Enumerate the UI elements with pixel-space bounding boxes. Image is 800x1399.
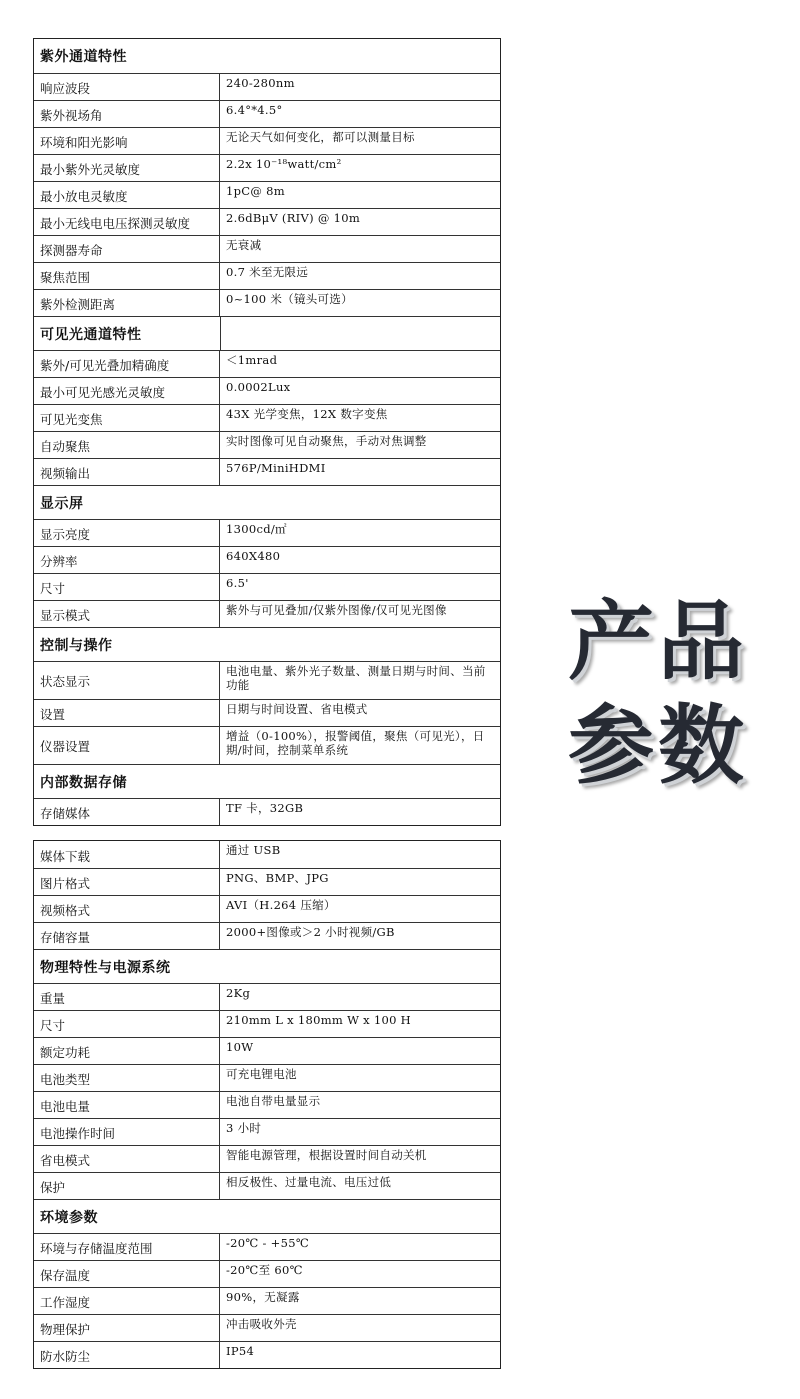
row-label: 存储容量 bbox=[34, 923, 220, 949]
section-title: 控制与操作 bbox=[40, 637, 113, 654]
section-title: 物理特性与电源系统 bbox=[40, 959, 171, 976]
row-value: 智能电源管理，根据设置时间自动关机 bbox=[226, 1148, 427, 1162]
row-value: 电池电量、紫外光子数量、测量日期与时间、当前功能 bbox=[226, 664, 486, 692]
table-row bbox=[34, 127, 500, 154]
table-row bbox=[34, 208, 500, 235]
row-value: 640X480 bbox=[226, 549, 281, 563]
section-header bbox=[34, 39, 500, 73]
section-header-filler bbox=[220, 317, 500, 350]
row-value: 可充电锂电池 bbox=[226, 1067, 297, 1081]
table-row bbox=[34, 154, 500, 181]
table-row bbox=[34, 431, 500, 458]
row-value: 无衰减 bbox=[226, 238, 262, 252]
row-label: 防水防尘 bbox=[34, 1342, 220, 1368]
table-row bbox=[34, 573, 500, 600]
table-row bbox=[34, 699, 500, 726]
row-value: 2000+图像或＞2 小时视频/GB bbox=[226, 925, 395, 939]
row-label: 自动聚焦 bbox=[34, 432, 220, 458]
row-label: 尺寸 bbox=[34, 1011, 220, 1037]
table-row bbox=[34, 458, 500, 485]
table-row bbox=[34, 404, 500, 431]
section-header bbox=[34, 485, 500, 519]
spec-table-upper bbox=[33, 38, 501, 826]
row-label: 状态显示 bbox=[34, 662, 220, 699]
table-row bbox=[34, 1287, 500, 1314]
section-title: 内部数据存储 bbox=[40, 774, 127, 791]
row-label: 最小可见光感光灵敏度 bbox=[34, 378, 220, 404]
table-row bbox=[34, 600, 500, 627]
table-row bbox=[34, 895, 500, 922]
row-label: 尺寸 bbox=[34, 574, 220, 600]
row-label: 紫外/可见光叠加精确度 bbox=[34, 351, 220, 377]
section-title: 紫外通道特性 bbox=[40, 49, 127, 65]
row-label: 媒体下载 bbox=[34, 841, 220, 868]
row-value: 0~100 米（镜头可选） bbox=[226, 292, 353, 306]
row-value: ＜1mrad bbox=[226, 353, 278, 367]
table-row bbox=[34, 1118, 500, 1145]
row-label: 分辨率 bbox=[34, 547, 220, 573]
row-label: 工作湿度 bbox=[34, 1288, 220, 1314]
row-label: 视频输出 bbox=[34, 459, 220, 485]
table-row bbox=[34, 1233, 500, 1260]
row-label: 物理保护 bbox=[34, 1315, 220, 1341]
row-label: 紫外检测距离 bbox=[34, 290, 220, 316]
row-label: 最小放电灵敏度 bbox=[34, 182, 220, 208]
row-label: 视频格式 bbox=[34, 896, 220, 922]
table-row bbox=[34, 235, 500, 262]
section-header bbox=[34, 627, 500, 661]
row-value: 日期与时间设置、省电模式 bbox=[226, 702, 368, 716]
table-row bbox=[34, 1037, 500, 1064]
row-value: 1pC@ 8m bbox=[226, 184, 285, 198]
table-row bbox=[34, 1091, 500, 1118]
row-value: 通过 USB bbox=[226, 843, 281, 857]
row-value: 电池自带电量显示 bbox=[226, 1094, 321, 1108]
table-row bbox=[34, 181, 500, 208]
row-value: 0.0002Lux bbox=[226, 380, 291, 394]
row-label: 存储媒体 bbox=[34, 799, 220, 825]
row-value: 2Kg bbox=[226, 986, 251, 1000]
table-row bbox=[34, 519, 500, 546]
row-label: 保存温度 bbox=[34, 1261, 220, 1287]
row-label: 最小紫外光灵敏度 bbox=[34, 155, 220, 181]
row-value: 3 小时 bbox=[226, 1121, 262, 1135]
row-label: 额定功耗 bbox=[34, 1038, 220, 1064]
table-row bbox=[34, 1064, 500, 1091]
row-value: 1300cd/㎡ bbox=[226, 522, 287, 536]
table-row bbox=[34, 100, 500, 127]
product-params-heading bbox=[548, 590, 768, 798]
table-row bbox=[34, 377, 500, 404]
table-row bbox=[34, 73, 500, 100]
row-label: 电池操作时间 bbox=[34, 1119, 220, 1145]
row-value: -20℃至 60℃ bbox=[226, 1263, 303, 1277]
row-value: 冲击吸收外壳 bbox=[226, 1317, 297, 1331]
row-value: 6.5' bbox=[226, 576, 249, 590]
table-row bbox=[34, 1260, 500, 1287]
row-label: 电池类型 bbox=[34, 1065, 220, 1091]
table-row bbox=[34, 1172, 500, 1199]
table-row bbox=[34, 546, 500, 573]
row-value: 43X 光学变焦，12X 数字变焦 bbox=[226, 407, 388, 421]
table-row bbox=[34, 983, 500, 1010]
row-value: IP54 bbox=[226, 1344, 255, 1358]
section-header bbox=[34, 1199, 500, 1233]
row-value: 增益（0-100%），报警阈值，聚焦（可见光），日期/时间，控制菜单系统 bbox=[226, 729, 485, 757]
table-row bbox=[34, 726, 500, 764]
row-value: 无论天气如何变化，都可以测量目标 bbox=[226, 130, 415, 144]
row-label: 仪器设置 bbox=[34, 727, 220, 764]
row-label: 最小无线电电压探测灵敏度 bbox=[34, 209, 220, 235]
row-label: 紫外视场角 bbox=[34, 101, 220, 127]
row-label: 环境和阳光影响 bbox=[34, 128, 220, 154]
row-value: 576P/MiniHDMI bbox=[226, 461, 326, 475]
section-header bbox=[34, 316, 500, 350]
table-row bbox=[34, 350, 500, 377]
row-value: 紫外与可见叠加/仅紫外图像/仅可见光图像 bbox=[226, 603, 447, 617]
row-value: 10W bbox=[226, 1040, 254, 1054]
heading-line-1: 产品 bbox=[568, 592, 748, 692]
spec-table-lower bbox=[33, 840, 501, 1369]
table-row bbox=[34, 798, 500, 825]
section-title: 显示屏 bbox=[40, 495, 84, 512]
section-header bbox=[34, 764, 500, 798]
section-title: 环境参数 bbox=[40, 1209, 98, 1226]
row-value: 210mm L x 180mm W x 100 H bbox=[226, 1013, 412, 1027]
row-value: 0.7 米至无限远 bbox=[226, 265, 309, 279]
row-value: PNG、BMP、JPG bbox=[226, 871, 329, 885]
row-label: 图片格式 bbox=[34, 869, 220, 895]
table-row bbox=[34, 1341, 500, 1368]
section-header bbox=[34, 949, 500, 983]
row-value: 相反极性、过量电流、电压过低 bbox=[226, 1175, 392, 1189]
row-value: 2.6dBμV (RIV) @ 10m bbox=[226, 211, 361, 225]
row-value: 90%，无凝露 bbox=[226, 1290, 300, 1304]
table-row bbox=[34, 1314, 500, 1341]
row-label: 显示亮度 bbox=[34, 520, 220, 546]
table-row bbox=[34, 922, 500, 949]
table-row bbox=[34, 289, 500, 316]
row-label: 响应波段 bbox=[34, 74, 220, 100]
table-row bbox=[34, 1145, 500, 1172]
row-label: 重量 bbox=[34, 984, 220, 1010]
row-label: 电池电量 bbox=[34, 1092, 220, 1118]
table-row bbox=[34, 262, 500, 289]
heading-line-2: 参数 bbox=[568, 696, 748, 796]
row-label: 探测器寿命 bbox=[34, 236, 220, 262]
table-row bbox=[34, 661, 500, 699]
row-label: 省电模式 bbox=[34, 1146, 220, 1172]
table-row bbox=[34, 868, 500, 895]
row-label: 可见光变焦 bbox=[34, 405, 220, 431]
row-label: 显示模式 bbox=[34, 601, 220, 627]
table-row bbox=[34, 1010, 500, 1037]
row-label: 环境与存储温度范围 bbox=[34, 1234, 220, 1260]
row-value: TF 卡，32GB bbox=[226, 801, 304, 815]
row-value: 实时图像可见自动聚焦，手动对焦调整 bbox=[226, 434, 427, 448]
row-value: AVI（H.264 压缩） bbox=[226, 898, 336, 912]
row-value: -20℃ - +55℃ bbox=[226, 1236, 310, 1250]
row-label: 聚焦范围 bbox=[34, 263, 220, 289]
row-label: 保护 bbox=[34, 1173, 220, 1199]
table-row bbox=[34, 841, 500, 868]
row-value: 2.2x 10⁻¹⁸watt/cm² bbox=[226, 157, 342, 171]
section-title: 可见光通道特性 bbox=[40, 326, 142, 343]
row-label: 设置 bbox=[34, 700, 220, 726]
row-value: 240-280nm bbox=[226, 76, 295, 90]
row-value: 6.4°*4.5° bbox=[226, 103, 283, 117]
